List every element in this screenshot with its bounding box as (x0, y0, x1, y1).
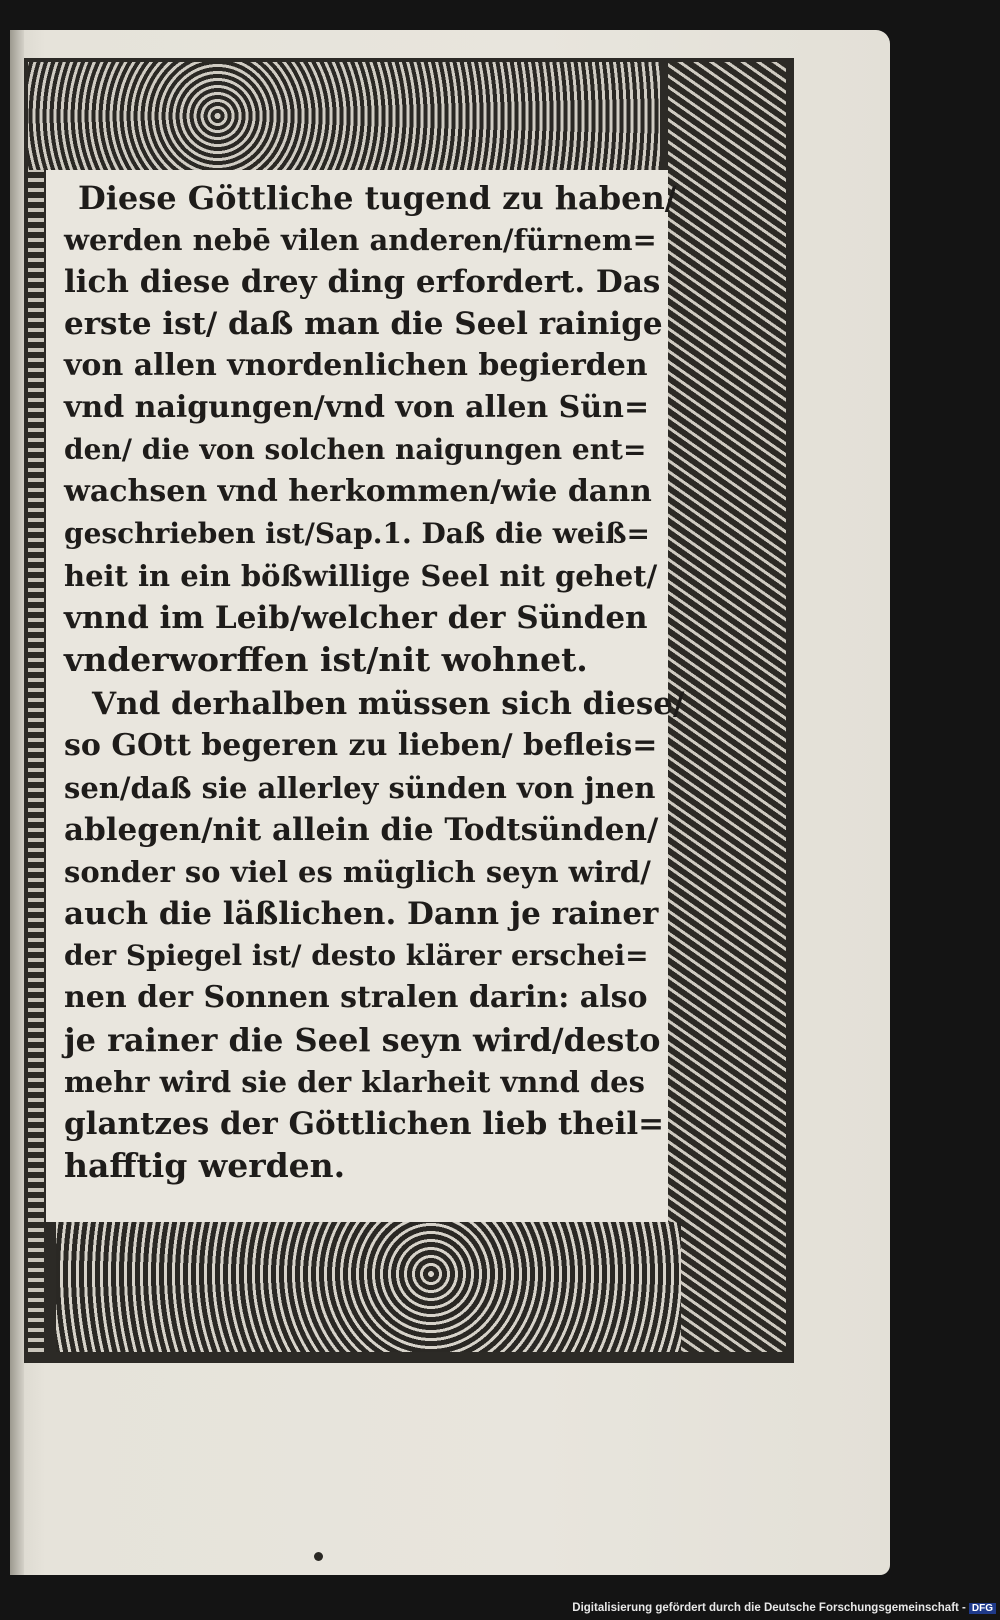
dfg-logo: DFG (969, 1603, 996, 1614)
text-line: geschrieben ist/Sap.1. Daß die weiß= (64, 517, 651, 550)
text-line: wachsen vnd herkommen/wie dann (64, 474, 652, 509)
text-line: lich diese drey ding erfordert. Das (64, 264, 661, 300)
text-line: erste ist/ daß man die Seel rainige (64, 306, 663, 342)
text-line: vnderworffen ist/nit wohnet. (64, 640, 588, 679)
ornamental-border-top (28, 62, 660, 170)
text-line: auch die läßlichen. Dann je rainer (64, 896, 659, 932)
text-line: nen der Sonnen stralen darin: also (64, 980, 648, 1015)
text-line: mehr wird sie der klarheit vnnd des (64, 1065, 645, 1099)
footer-text: Digitalisierung gefördert durch die Deutsche Forschungsgemeinschaft - (572, 1602, 966, 1614)
page-gutter (10, 30, 24, 1575)
text-line: ablegen/nit allein die Todtsünden/ (64, 812, 659, 848)
text-line: vnnd im Leib/welcher der Sünden (64, 600, 648, 636)
text-line: den/ die von solchen naigungen ent= (64, 433, 647, 466)
text-line: werden nebē vilen anderen/fürnem= (64, 223, 657, 257)
ink-spot (314, 1552, 323, 1561)
text-line: vnd naigungen/vnd von allen Sün= (64, 390, 650, 425)
text-line: je rainer die Seel seyn wird/desto (64, 1021, 661, 1059)
text-line: sen/daß sie allerley sünden von jnen (64, 771, 656, 805)
ornamental-border-bottom (56, 1222, 681, 1352)
text-line: der Spiegel ist/ desto klärer erschei= (64, 939, 649, 972)
text-line: von allen vnordenlichen begierden (64, 348, 648, 383)
text-line: sonder so viel es müglich seyn wird/ (64, 855, 651, 889)
text-line: heit in ein bößwillige Seel nit gehet/ (64, 559, 658, 593)
text-line: Diese Göttliche tugend zu haben/ (78, 179, 677, 217)
footer-credit (572, 1602, 996, 1618)
ornamental-border-left (28, 170, 44, 1352)
text-line: hafftig werden. (64, 1146, 346, 1185)
text-line: Vnd derhalben müssen sich diese/ (92, 686, 685, 722)
text-line: glantzes der Göttlichen lieb theil= (64, 1106, 665, 1142)
text-line: so GOtt begeren zu lieben/ befleis= (64, 728, 658, 763)
